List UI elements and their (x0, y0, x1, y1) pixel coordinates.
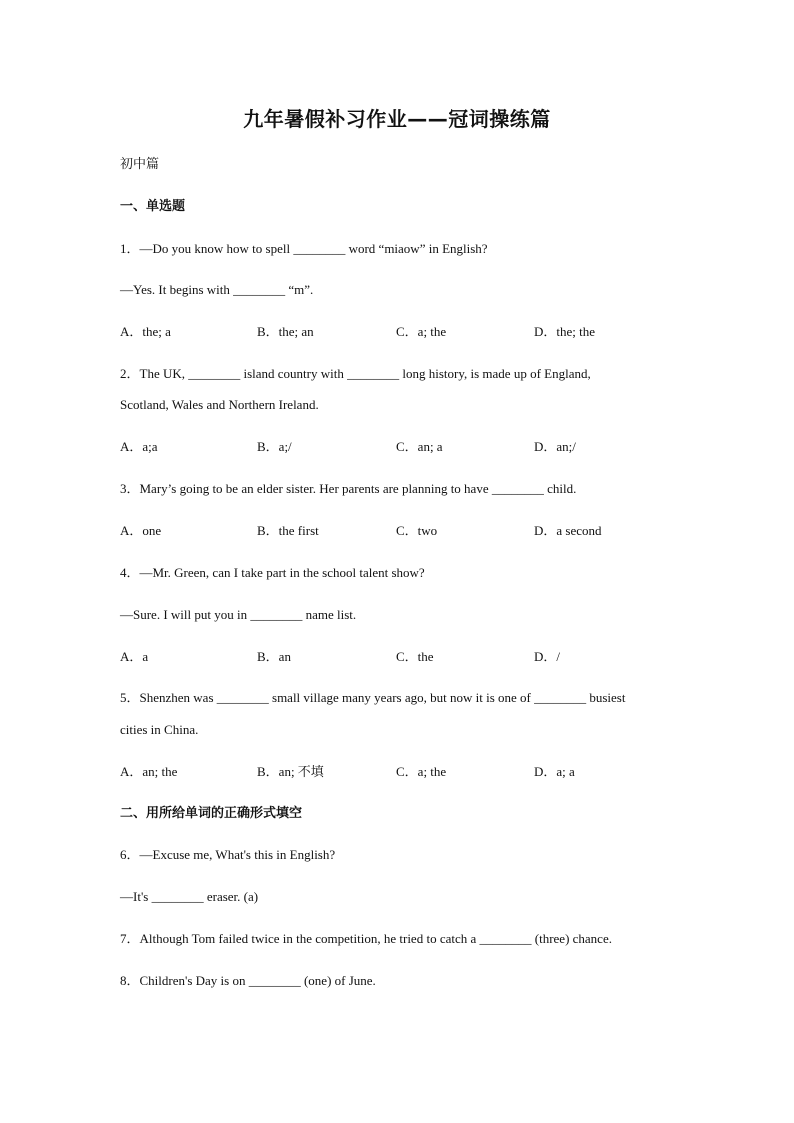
question-4-line-1: 4．—Mr. Green, can I take part in the school talent show? (120, 565, 425, 580)
option-c: C．a; the (396, 764, 447, 779)
option-d: D．the; the (534, 324, 596, 339)
option-c: C．a; the (396, 324, 447, 339)
option-b: B．the; an (257, 324, 314, 339)
page-title: 九年暑假补习作业——冠词操练篇 (243, 107, 551, 131)
question-4-line-2: —Sure. I will put you in ________ name list. (120, 607, 357, 622)
option-a: A．an; the (120, 764, 178, 779)
question-1-line-2: —Yes. It begins with ________ “m”. (120, 282, 314, 297)
question-7-line-1: 7．Although Tom failed twice in the competition, he tried to catch a ________ (three) chance. (120, 931, 612, 946)
option-c: C．two (396, 523, 438, 538)
question-6-line-1: 6．—Excuse me, What's this in English? (120, 847, 336, 862)
option-a: A．one (120, 523, 162, 538)
section-heading-fill-in: 二、用所给单词的正确形式填空 (120, 806, 303, 821)
option-d: D．a; a (534, 764, 575, 779)
option-d: D．an;/ (534, 439, 576, 454)
option-c: C．the (396, 649, 434, 664)
question-5-line-1: 5．Shenzhen was ________ small village many years ago, but now it is one of ________ busiest (120, 690, 626, 705)
question-3-line-1: 3．Mary’s going to be an elder sister. Her parents are planning to have ________ child. (120, 481, 577, 496)
question-2-line-1: 2．The UK, ________ island country with ________ long history, is made up of England, (120, 366, 591, 381)
option-b: B．the first (257, 523, 319, 538)
option-b: B．an; 不填 (257, 764, 324, 779)
option-d: D．/ (534, 649, 561, 664)
question-6-line-2: —It's ________ eraser. (a) (120, 889, 259, 904)
option-a: A．the; a (120, 324, 171, 339)
option-a: A．a;a (120, 439, 158, 454)
option-b: B．an (257, 649, 291, 664)
question-1-line-1: 1．—Do you know how to spell ________ word “miaow” in English? (120, 241, 488, 256)
option-b: B．a;/ (257, 439, 292, 454)
question-8-line-1: 8．Children's Day is on ________ (one) of June. (120, 973, 376, 988)
option-a: A．a (120, 649, 149, 664)
question-5-line-2: cities in China. (120, 722, 199, 737)
question-2-line-2: Scotland, Wales and Northern Ireland. (120, 397, 319, 412)
option-d: D．a second (534, 523, 602, 538)
section-heading-single-choice: 一、单选题 (120, 199, 186, 214)
option-c: C．an; a (396, 439, 443, 454)
subtitle: 初中篇 (120, 157, 160, 172)
